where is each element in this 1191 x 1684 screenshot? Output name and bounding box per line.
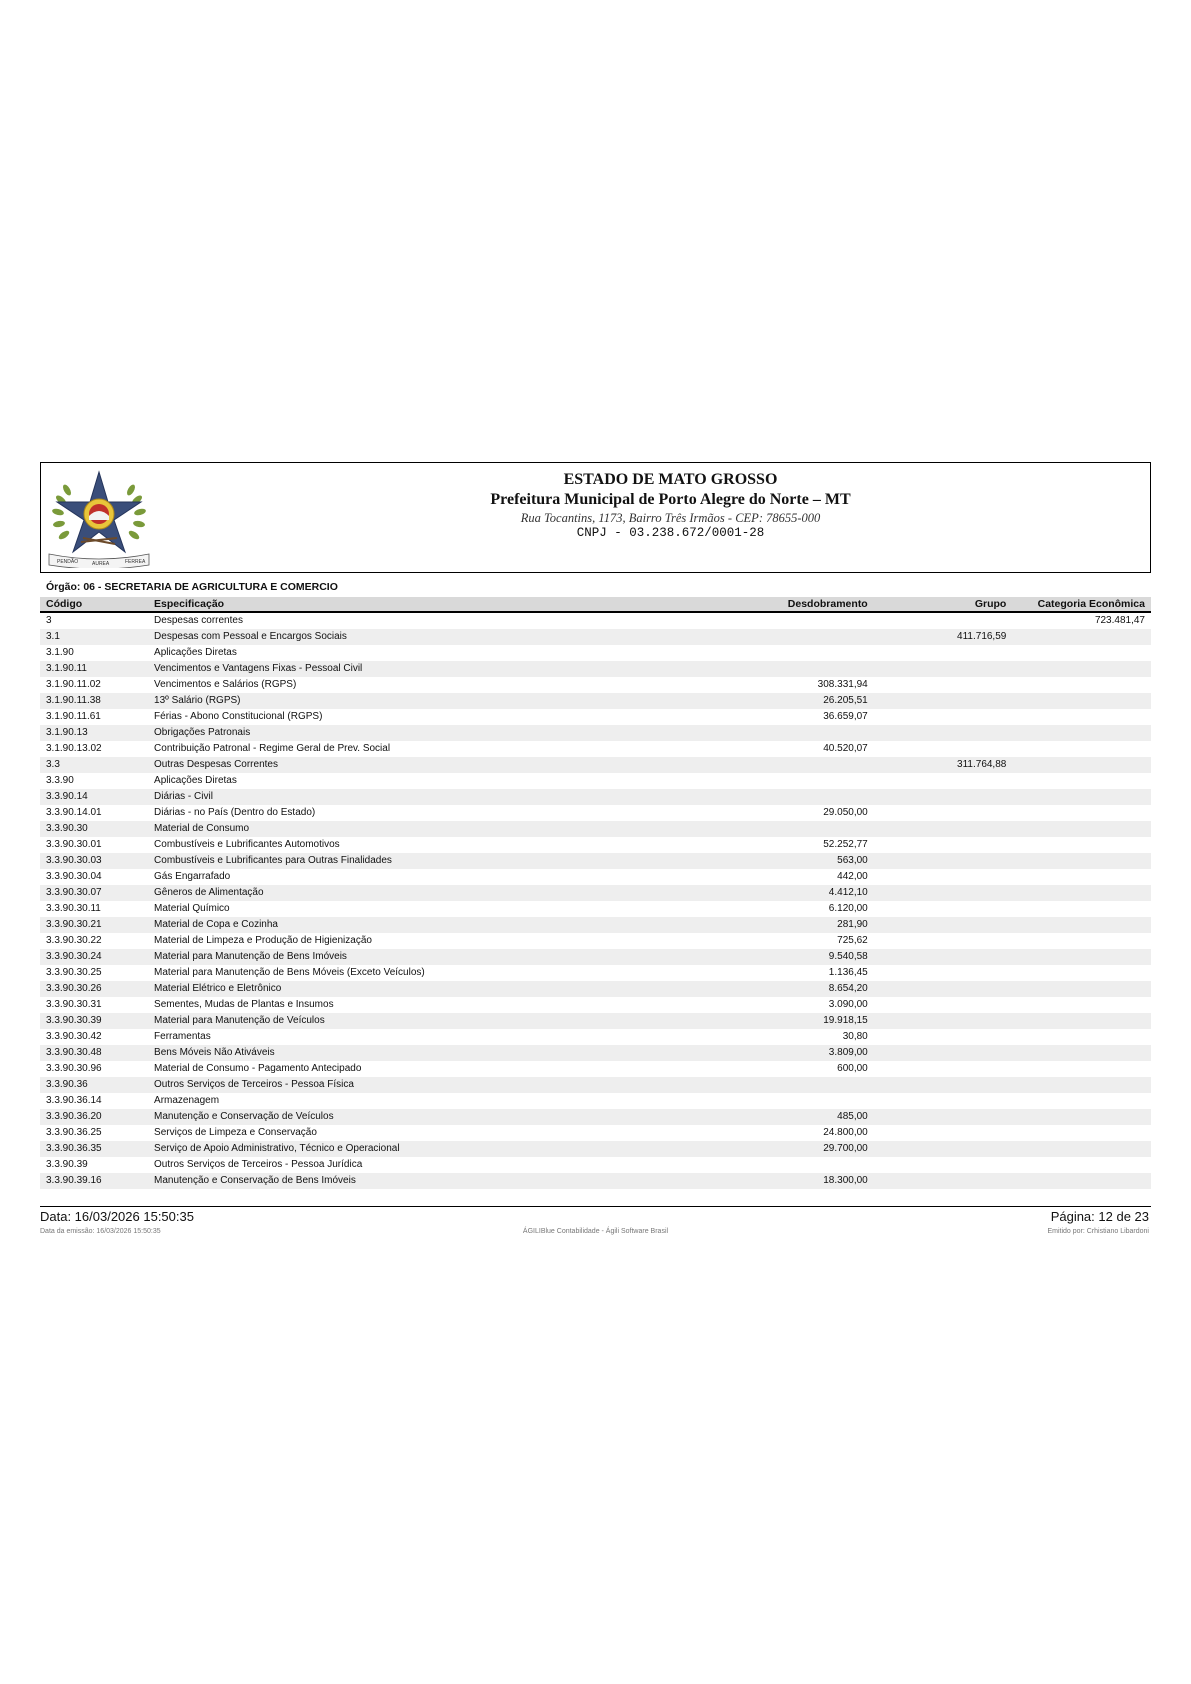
table-row: [40, 997, 1151, 1013]
cell-especificacao: Material para Manutenção de Bens Móveis (Exceto Veículos): [154, 967, 425, 978]
cell-desdobramento: [732, 1077, 874, 1093]
cell-grupo: [874, 1093, 1013, 1109]
cell-categoria: [1012, 725, 1151, 741]
cell-desdobramento: 9.540,58: [732, 949, 874, 965]
table-row: [40, 693, 1151, 709]
cell-categoria: [1012, 661, 1151, 677]
cell-especificacao: Despesas com Pessoal e Encargos Sociais: [148, 629, 732, 645]
table-row: [40, 853, 1151, 869]
cell-categoria: [1012, 1157, 1151, 1173]
cell-grupo: [874, 1077, 1013, 1093]
cell-desdobramento: 1.136,45: [828, 967, 868, 978]
table-body: [40, 612, 1151, 1189]
cell-desdobramento: [732, 725, 874, 741]
cell-grupo: [874, 949, 1013, 965]
table-row: [40, 741, 1151, 757]
cell-grupo: [874, 917, 1013, 933]
cell-codigo: 3.1.90.11: [40, 661, 148, 677]
cell-categoria: [1012, 805, 1151, 821]
cell-codigo: 3.3.90.30: [40, 821, 148, 837]
column-header-categoria: Categoria Econômica: [1012, 597, 1151, 612]
cell-categoria: [1012, 1077, 1151, 1093]
cell-desdobramento: 36.659,07: [823, 711, 868, 722]
cell-grupo: [874, 837, 1013, 853]
table-row: [40, 805, 1151, 821]
cell-codigo: 3.3.90.30.07: [40, 885, 148, 901]
cell-especificacao: Manutenção e Conservação de Veículos: [148, 1109, 732, 1125]
svg-text:PENDÃO: PENDÃO: [57, 559, 79, 565]
cell-desdobramento: 18.300,00: [732, 1173, 874, 1189]
cell-codigo: 3.3.90.36.20: [40, 1109, 148, 1125]
cell-desdobramento: [732, 821, 874, 837]
cell-categoria: [1012, 677, 1151, 693]
cell-especificacao: Bens Móveis Não Ativáveis: [148, 1045, 732, 1061]
cell-codigo: 3.3.90.39: [46, 1159, 88, 1170]
cell-categoria: [1012, 869, 1151, 885]
cell-especificacao: Férias - Abono Constitucional (RGPS): [154, 711, 323, 722]
table-row: [40, 629, 1151, 645]
cell-codigo: 3.3.90.30.48: [40, 1045, 148, 1061]
column-header-desdobramento: Desdobramento: [732, 597, 874, 612]
cell-codigo: 3.3.90.30.21: [40, 917, 148, 933]
table-row: [40, 949, 1151, 965]
cell-categoria: [1012, 853, 1151, 869]
cell-desdobramento: 40.520,07: [823, 743, 868, 754]
cell-categoria: [1012, 1125, 1151, 1141]
cell-codigo: 3.3.90.30.42: [46, 1031, 102, 1042]
cell-desdobramento: 29.050,00: [823, 807, 868, 818]
cell-grupo: [874, 1029, 1013, 1045]
footer: [40, 1208, 1151, 1226]
cell-categoria: [1012, 645, 1151, 661]
cell-desdobramento: [732, 645, 874, 661]
cell-categoria: [1012, 773, 1151, 789]
cell-desdobramento: 6.120,00: [828, 903, 868, 914]
cell-desdobramento: 19.918,15: [732, 1013, 874, 1029]
cell-especificacao: Ferramentas: [154, 1031, 211, 1042]
cell-especificacao: Material de Consumo: [148, 821, 732, 837]
cell-grupo: [874, 709, 1013, 725]
cell-codigo: 3.1.90: [46, 647, 74, 658]
cell-desdobramento: [732, 1093, 874, 1109]
cell-desdobramento: 600,00: [837, 1063, 868, 1074]
cell-especificacao: Diárias - no País (Dentro do Estado): [154, 807, 316, 818]
prefecture-name: Prefeitura Municipal de Porto Alegre do Norte – MT: [490, 491, 851, 508]
cell-codigo: 3.3.90: [46, 775, 74, 786]
cell-especificacao: Manutenção e Conservação de Bens Imóveis: [148, 1173, 732, 1189]
cell-desdobramento: 3.090,00: [828, 999, 868, 1010]
cell-desdobramento: 30,80: [842, 1031, 868, 1042]
table-row: [40, 1109, 1151, 1125]
cell-especificacao: Material Químico: [154, 903, 230, 914]
cell-especificacao: Gêneros de Alimentação: [148, 885, 732, 901]
cell-especificacao: Outros Serviços de Terceiros - Pessoa Física: [148, 1077, 732, 1093]
table-row: [40, 1141, 1151, 1157]
table-row: [40, 837, 1151, 853]
cell-grupo: [874, 981, 1013, 997]
cell-categoria: [1012, 1109, 1151, 1125]
cell-categoria: [1012, 1013, 1151, 1029]
cell-codigo: 3.1.90.13: [40, 725, 148, 741]
footer-page-number: Página: 12 de 23: [1050, 1209, 1149, 1224]
cell-grupo: 411.716,59: [874, 629, 1013, 645]
cell-grupo: [874, 645, 1013, 661]
footer-software: ÁGILIBlue Contabilidade - Ágili Software Brasil: [522, 1228, 669, 1235]
cell-codigo: 3.3.90.30.25: [46, 967, 102, 978]
table-row: [40, 1045, 1151, 1061]
cell-desdobramento: 8.654,20: [732, 981, 874, 997]
cell-desdobramento: 29.700,00: [732, 1141, 874, 1157]
cell-codigo: 3.3.90.30.24: [40, 949, 148, 965]
cell-desdobramento: 24.800,00: [823, 1127, 868, 1138]
footer-emission-date: Data da emissão: 16/03/2026 15:50:35: [40, 1228, 161, 1235]
table-row: [40, 933, 1151, 949]
cell-grupo: [874, 1109, 1013, 1125]
cell-categoria: [1012, 693, 1151, 709]
cell-codigo: 3.1: [40, 629, 148, 645]
cell-especificacao: Diárias - Civil: [148, 789, 732, 805]
cell-categoria: [1012, 1029, 1151, 1045]
cell-desdobramento: [732, 1157, 874, 1173]
table-row: [40, 869, 1151, 885]
cell-desdobramento: 725,62: [837, 935, 868, 946]
footer-date: Data: 16/03/2026 15:50:35: [40, 1209, 194, 1224]
cell-codigo: 3.3.90.36.14: [46, 1095, 102, 1106]
cell-codigo: 3.3.90.30.22: [46, 935, 102, 946]
cell-especificacao: Despesas correntes: [154, 615, 243, 626]
cell-grupo: [874, 677, 1013, 693]
prefecture-cnpj: CNPJ - 03.238.672/0001-28: [576, 526, 765, 540]
footer-meta: [40, 1226, 1151, 1238]
cell-especificacao: Material Elétrico e Eletrônico: [148, 981, 732, 997]
cell-categoria: 723.481,47: [1094, 615, 1145, 626]
cell-categoria: [1012, 933, 1151, 949]
cell-especificacao: Sementes, Mudas de Plantas e Insumos: [154, 999, 334, 1010]
column-header-codigo: Código: [40, 597, 148, 612]
cell-codigo: 3.3.90.30.01: [46, 839, 102, 850]
report-page: [40, 462, 1151, 1238]
cell-especificacao: Contribuição Patronal - Regime Geral de Prev. Social: [154, 743, 391, 754]
cell-codigo: 3: [46, 615, 52, 626]
cell-grupo: [874, 741, 1013, 757]
cell-desdobramento: 485,00: [732, 1109, 874, 1125]
cell-desdobramento: 308.331,94: [817, 679, 868, 690]
cell-grupo: [874, 661, 1013, 677]
cell-grupo: [874, 1157, 1013, 1173]
cell-codigo: 3.1.90.11.38: [40, 693, 148, 709]
cell-categoria: [1012, 1061, 1151, 1077]
table-row: [40, 725, 1151, 741]
table-row: [40, 1013, 1151, 1029]
cell-especificacao: Material para Manutenção de Bens Imóveis: [148, 949, 732, 965]
cell-desdobramento: 281,90: [732, 917, 874, 933]
cell-especificacao: 13º Salário (RGPS): [148, 693, 732, 709]
cell-grupo: 311.764,88: [874, 757, 1013, 773]
cell-especificacao: Gás Engarrafado: [154, 871, 231, 882]
table-row: [40, 677, 1151, 693]
cell-grupo: [874, 821, 1013, 837]
cell-codigo: 3.3.90.30.03: [40, 853, 148, 869]
letterhead-text: [41, 470, 1150, 541]
cell-grupo: [874, 1013, 1013, 1029]
cell-desdobramento: 3.809,00: [732, 1045, 874, 1061]
cell-categoria: [1012, 837, 1151, 853]
table-row: [40, 1061, 1151, 1077]
cell-codigo: 3.1.90.11.02: [46, 679, 101, 690]
cell-codigo: 3.3.90.39.16: [40, 1173, 148, 1189]
cell-codigo: 3.3.90.30.96: [46, 1063, 102, 1074]
cell-desdobramento: 52.252,77: [823, 839, 868, 850]
cell-codigo: 3.3.90.30.39: [40, 1013, 148, 1029]
cell-grupo: [874, 773, 1013, 789]
cell-grupo: [874, 789, 1013, 805]
cell-grupo: [874, 693, 1013, 709]
cell-especificacao: Vencimentos e Vantagens Fixas - Pessoal Civil: [148, 661, 732, 677]
svg-text:AUREA: AUREA: [92, 561, 110, 567]
cell-especificacao: Outros Serviços de Terceiros - Pessoa Jurídica: [154, 1159, 363, 1170]
cell-desdobramento: [732, 757, 874, 773]
cell-especificacao: Aplicações Diretas: [154, 775, 237, 786]
cell-especificacao: Outras Despesas Correntes: [148, 757, 732, 773]
cell-especificacao: Combustíveis e Lubrificantes para Outras Finalidades: [148, 853, 732, 869]
table-row: [40, 757, 1151, 773]
cell-desdobramento: [732, 612, 874, 629]
cell-grupo: [874, 853, 1013, 869]
cell-codigo: 3.3.90.30.31: [46, 999, 102, 1010]
cell-desdobramento: 4.412,10: [732, 885, 874, 901]
cell-especificacao: Armazenagem: [154, 1095, 220, 1106]
footer-divider: [40, 1206, 1151, 1207]
cell-especificacao: Material de Limpeza e Produção de Higienização: [154, 935, 372, 946]
table-row: [40, 773, 1151, 789]
cell-especificacao: Material para Manutenção de Veículos: [148, 1013, 732, 1029]
table-row: [40, 709, 1151, 725]
cell-grupo: [874, 1045, 1013, 1061]
table-row: [40, 885, 1151, 901]
cell-categoria: [1012, 1045, 1151, 1061]
cell-categoria: [1012, 917, 1151, 933]
table-header-row: [40, 597, 1151, 612]
cell-grupo: [874, 1173, 1013, 1189]
cell-especificacao: Material de Copa e Cozinha: [148, 917, 732, 933]
cell-especificacao: Serviço de Apoio Administrativo, Técnico e Operacional: [148, 1141, 732, 1157]
footer-emitted-by: Emitido por: Crhistiano Libardoni: [1047, 1228, 1149, 1235]
table-row: [40, 981, 1151, 997]
cell-especificacao: Aplicações Diretas: [154, 647, 237, 658]
orgao-title: Órgão: 06 - SECRETARIA DE AGRICULTURA E COMERCIO: [46, 581, 338, 593]
cell-desdobramento: [732, 789, 874, 805]
table-row: [40, 901, 1151, 917]
cell-categoria: [1012, 1093, 1151, 1109]
cell-codigo: 3.3.90.30.11: [46, 903, 101, 914]
cell-desdobramento: 442,00: [837, 871, 868, 882]
cell-grupo: [874, 1141, 1013, 1157]
table-row: [40, 1029, 1151, 1045]
cell-desdobramento: [732, 661, 874, 677]
cell-codigo: 3.3.90.36.25: [46, 1127, 102, 1138]
svg-text:FERREA: FERREA: [125, 559, 146, 565]
expense-table: [40, 597, 1151, 1189]
cell-grupo: [874, 997, 1013, 1013]
table-row: [40, 1157, 1151, 1173]
table-row: [40, 1125, 1151, 1141]
column-header-especificacao: Especificação: [148, 597, 732, 612]
cell-codigo: 3.3.90.14.01: [46, 807, 102, 818]
table-row: [40, 789, 1151, 805]
cell-codigo: 3.3.90.30.26: [40, 981, 148, 997]
table-row: [40, 661, 1151, 677]
cell-especificacao: Serviços de Limpeza e Conservação: [154, 1127, 317, 1138]
cell-categoria: [1012, 1141, 1151, 1157]
cell-categoria: [1012, 997, 1151, 1013]
cell-categoria: [1012, 741, 1151, 757]
cell-desdobramento: [732, 773, 874, 789]
cell-categoria: [1012, 965, 1151, 981]
cell-grupo: [874, 725, 1013, 741]
cell-codigo: 3.1.90.13.02: [46, 743, 102, 754]
cell-grupo: [874, 869, 1013, 885]
cell-grupo: [874, 885, 1013, 901]
cell-codigo: 3.3.90.36.35: [40, 1141, 148, 1157]
cell-especificacao: Vencimentos e Salários (RGPS): [154, 679, 297, 690]
cell-codigo: 3.3.90.14: [40, 789, 148, 805]
cell-categoria: [1012, 709, 1151, 725]
cell-grupo: [874, 965, 1013, 981]
table-row: [40, 821, 1151, 837]
cell-categoria: [1012, 821, 1151, 837]
prefecture-address: Rua Tocantins, 1173, Bairro Três Irmãos - CEP: 78655-000: [520, 511, 821, 525]
cell-desdobramento: 26.205,51: [732, 693, 874, 709]
cell-categoria: [1012, 789, 1151, 805]
cell-especificacao: Combustíveis e Lubrificantes Automotivos: [154, 839, 340, 850]
cell-grupo: [874, 901, 1013, 917]
cell-grupo: [874, 805, 1013, 821]
table-row: [40, 1173, 1151, 1189]
cell-desdobramento: [732, 629, 874, 645]
table-row: [40, 965, 1151, 981]
cell-categoria: [1012, 901, 1151, 917]
cell-especificacao: Obrigações Patronais: [148, 725, 732, 741]
column-header-grupo: Grupo: [874, 597, 1013, 612]
cell-categoria: [1012, 1173, 1151, 1189]
cell-codigo: 3.1.90.11.61: [46, 711, 101, 722]
letterhead: [40, 462, 1151, 573]
table-row: [40, 917, 1151, 933]
cell-desdobramento: 563,00: [732, 853, 874, 869]
table-row: [40, 612, 1151, 629]
state-name: ESTADO DE MATO GROSSO: [563, 471, 778, 488]
cell-categoria: [1012, 981, 1151, 997]
cell-categoria: [1012, 629, 1151, 645]
cell-grupo: [874, 1061, 1013, 1077]
table-row: [40, 645, 1151, 661]
table-row: [40, 1093, 1151, 1109]
cell-especificacao: Material de Consumo - Pagamento Antecipado: [154, 1063, 362, 1074]
cell-codigo: 3.3.90.30.04: [46, 871, 102, 882]
cell-categoria: [1012, 949, 1151, 965]
cell-categoria: [1012, 885, 1151, 901]
cell-grupo: [874, 612, 1013, 629]
cell-categoria: [1012, 757, 1151, 773]
cell-grupo: [874, 933, 1013, 949]
cell-codigo: 3.3: [40, 757, 148, 773]
cell-grupo: [874, 1125, 1013, 1141]
table-row: [40, 1077, 1151, 1093]
cell-codigo: 3.3.90.36: [40, 1077, 148, 1093]
